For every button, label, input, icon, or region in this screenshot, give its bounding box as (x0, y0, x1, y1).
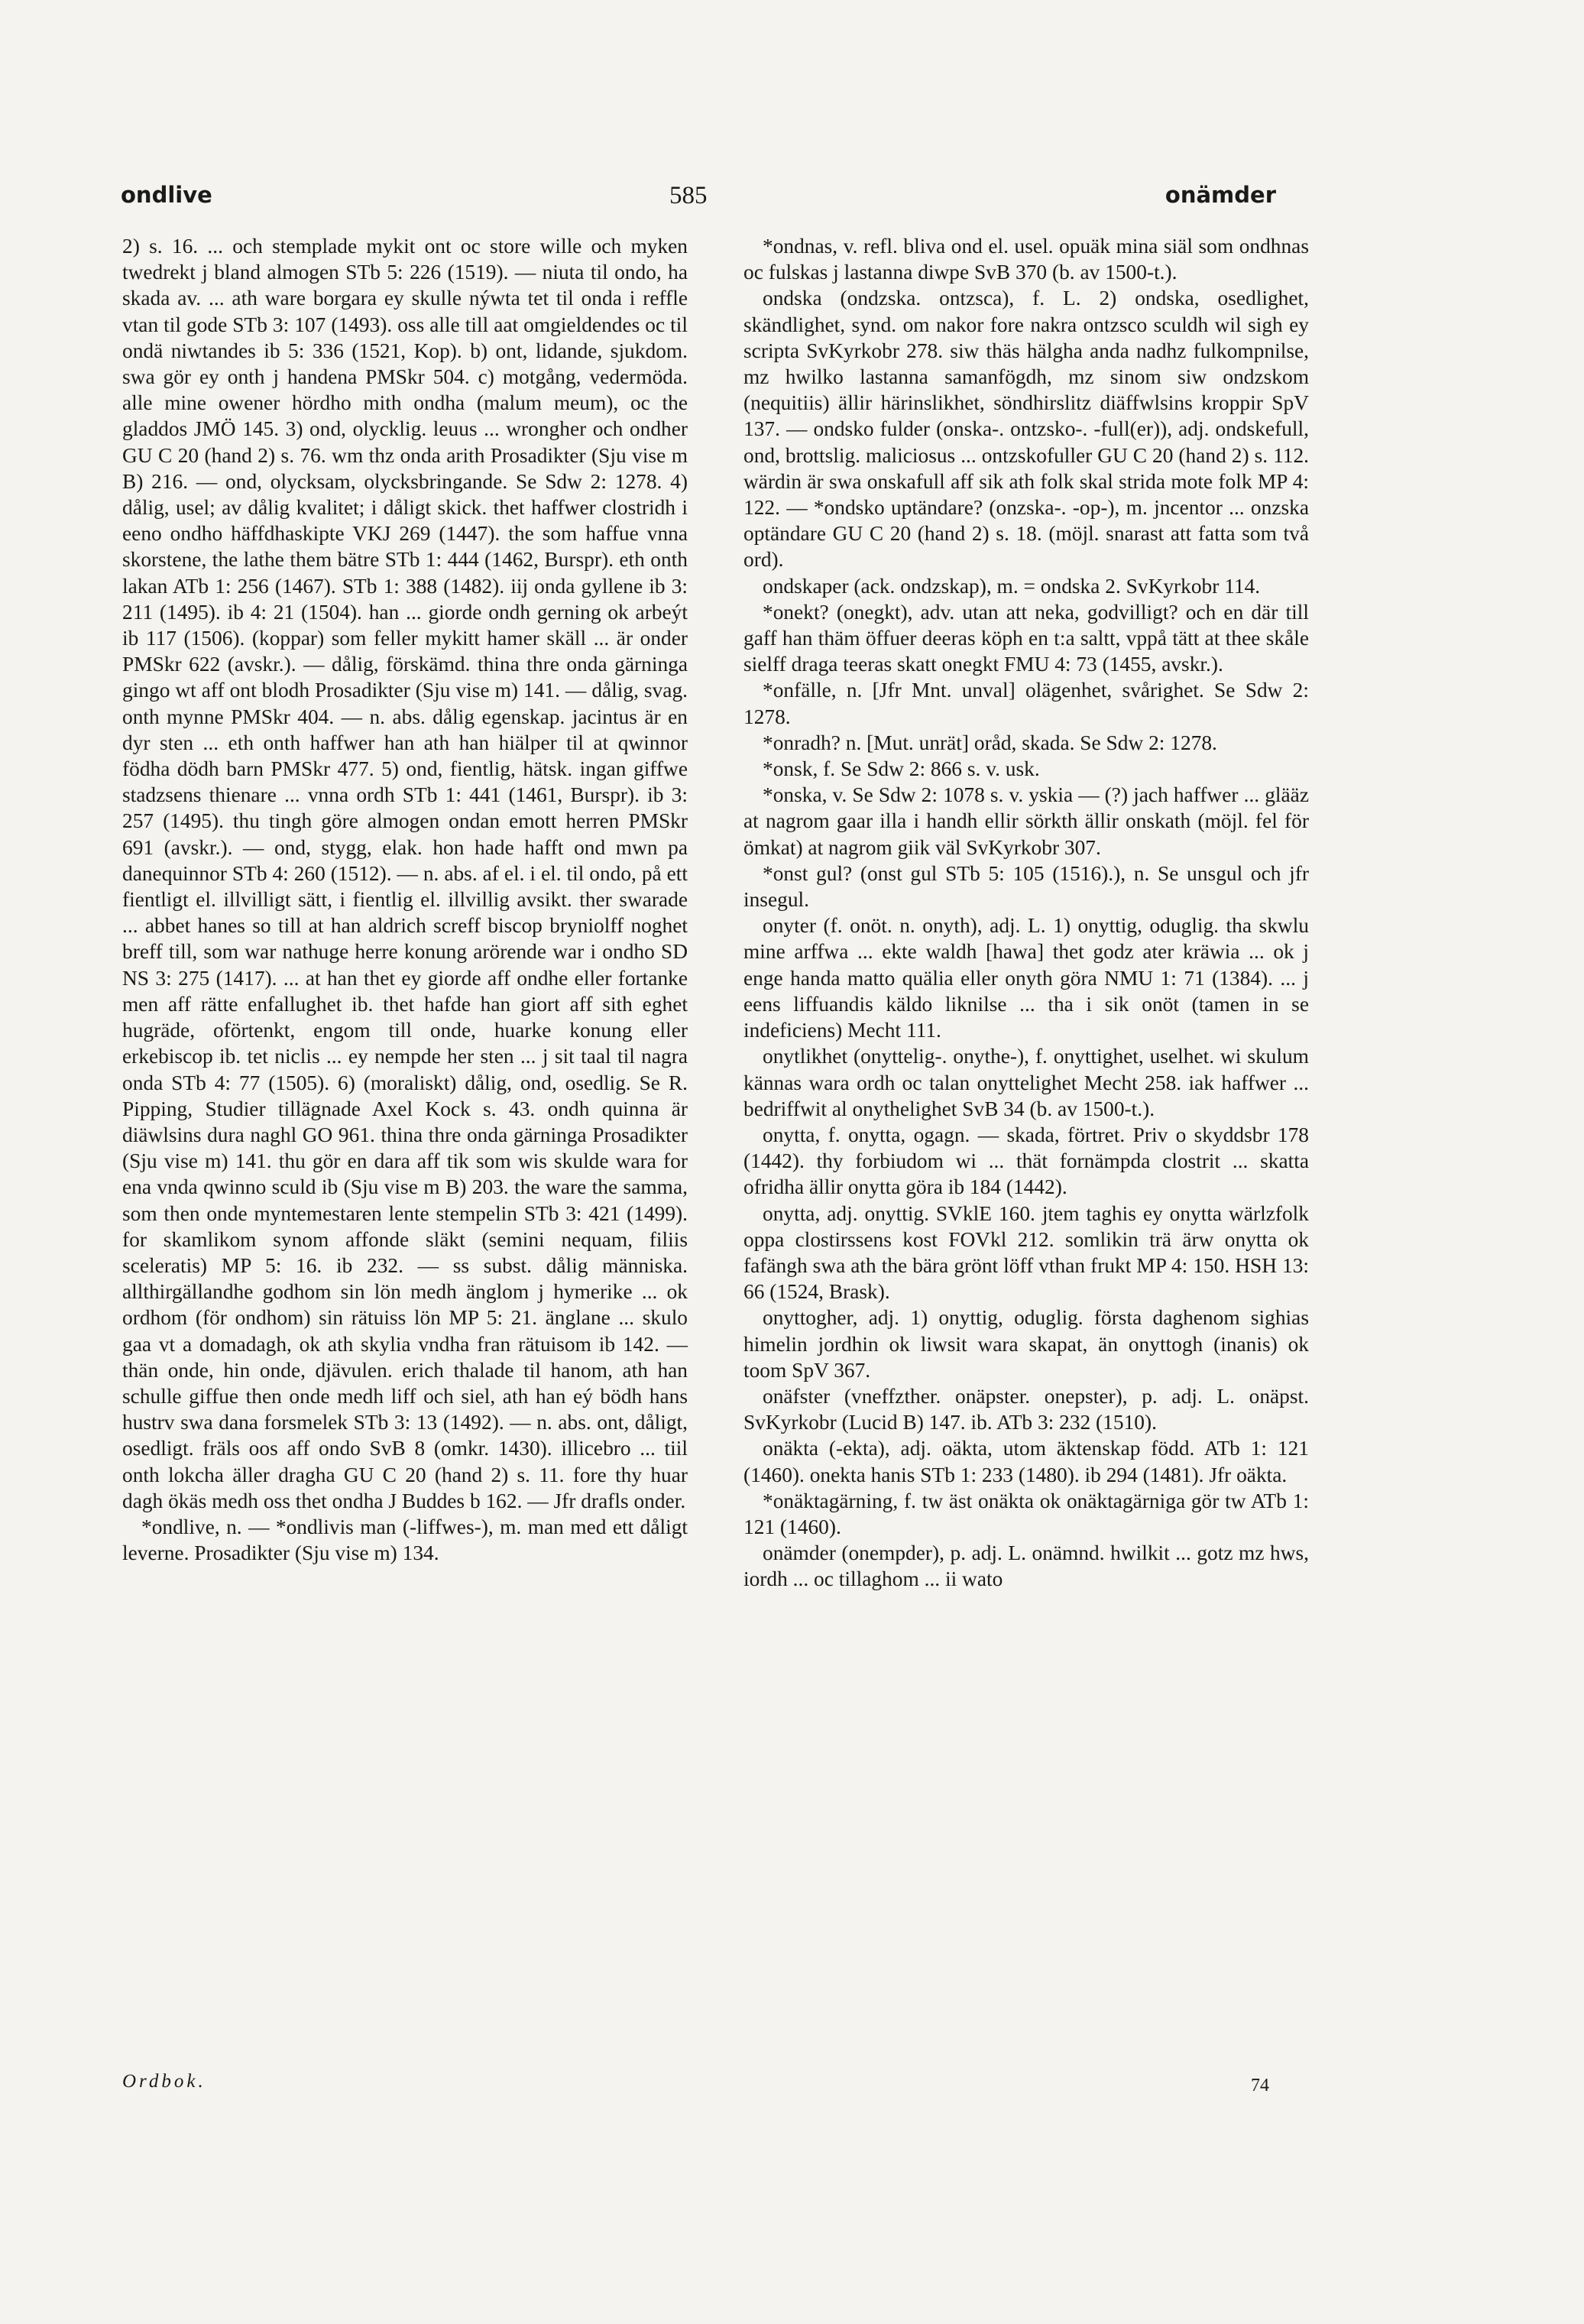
header-right-word: onämder (1165, 182, 1276, 208)
running-header (121, 182, 1276, 214)
dictionary-entry: ondska (ondzska. ontzsca), f. L. 2) ondska, osedlighet, skändlighet, synd. om nakor fore nakra ontzsco sculdh wil sigh ey scripta SvKyrkobr 278. siw thäs hälgha anda nadhz fulkompnilse, mz hwilko lastanna samanfögdh, mz sinom siw ondzskom (nequitiis) ällir härinslikhet, söndhirslitz diäffwlsins kroppir SpV 137. — ondsko fulder (onska-. ontzsko-. -full(er)), adj. ondskefull, ond, brottslig. maliciosus ... ontzskofuller GU C 20 (hand 2) s. 112. wärdin är swa onskafull aff sik ath folk skal strida mote folk MP 4: 122. — *ondsko uptändare? (onzska-. -op-), m. jncentor ... onzska optändare GU C 20 (hand 2) s. 18. (möjl. snarast att fatta som två ord). (743, 287, 1309, 572)
dictionary-entry: *onekt? (onegkt), adv. utan att neka, godvilligt? och en där till gaff han thäm öffuer deeras köph en t:a saltt, vppå tätt at thee skåle sielff draga teeras skatt onegkt FMU 4: 73 (1455, avskr.). (743, 600, 1309, 676)
footer-signature-number: 74 (1251, 2076, 1269, 2095)
dictionary-entry: onämder (onempder), p. adj. L. onämnd. hwilkit ... gotz mz hws, iordh ... oc tillaghom ... ii wato (743, 1541, 1309, 1591)
dictionary-entry: *onsk, f. Se Sdw 2: 866 s. v. usk. (763, 757, 1040, 781)
dictionary-entry: ondskaper (ack. ondzskap), m. = ondska 2. SvKyrkobr 114. (763, 574, 1261, 598)
dictionary-entry: onytta, f. onytta, ogagn. — skada, förtret. Priv o skyddsbr 178 (1442). thy forbiudom wi ... thät fornämpda clostrit ... skatta ofridha ällir onytta göra ib 184 (1442). (743, 1123, 1309, 1199)
right-column (743, 233, 1309, 1593)
dictionary-entry: *ondlive, n. — *ondlivis man (-liffwes-), m. man med ett dåligt leverne. Prosadikter (Sju vise m) 134. (122, 1515, 688, 1565)
left-column (122, 233, 688, 1566)
dictionary-entry: *onska, v. Se Sdw 2: 1078 s. v. yskia — (?) jach haffwer ... glääz at nagrom gaar illa i handh ellir sörkth ällir onskath (möjl. fel för ömkat) at nagrom giik väl SvKyrkobr 307. (743, 783, 1309, 859)
dictionary-entry: *onst gul? (onst gul STb 5: 105 (1516).), n. Se unsgul och jfr insegul. (743, 861, 1309, 912)
dictionary-entry: onytta, adj. onyttig. SVklE 160. jtem taghis ey onytta wärlzfolk oppa clostirssens kost FOVkl 212. somlikin trä ärw onytta ok fafängh swa ath the bära grönt löff vthan frukt MP 4: 150. HSH 13: 66 (1524, Brask). (743, 1201, 1309, 1304)
dictionary-entry: onyter (f. onöt. n. onyth), adj. L. 1) onyttig, oduglig. tha skwlu mine arffwa ... ekte waldh [hawa] thet godz ater kräwia ... ok j enge handa matto quälia eller onyth göra NMU 1: 71 (1384). ... j eens liffuandis käldo liknilse ... tha i sik onöt (tamen in se indeficiens) Mecht 111. (743, 914, 1309, 1042)
dictionary-entry: *onäktagärning, f. tw äst onäkta ok onäktagärniga gör tw ATb 1: 121 (1460). (743, 1489, 1309, 1538)
dictionary-entry: onäfster (vneffzther. onäpster. onepster), p. adj. L. onäpst. SvKyrkobr (Lucid B) 147. ib. ATb 3: 232 (1510). (743, 1384, 1309, 1434)
dictionary-entry: *onfälle, n. [Jfr Mnt. unval] olägenhet, svårighet. Se Sdw 2: 1278. (743, 679, 1309, 728)
footer-signature-left: Ordbok. (122, 2071, 206, 2092)
dictionary-entry: onytlikhet (onyttelig-. onythe-), f. onyttighet, uselhet. wi skulum kännas wara ordh oc talan onyttelighet Mecht 258. iak haffwer ... bedriffwit al onythelighet SvB 34 (b. av 1500-t.). (743, 1045, 1309, 1120)
dictionary-entry: onäkta (-ekta), adj. oäkta, utom äktenskap född. ATb 1: 121 (1460). onekta hanis STb 1: 233 (1480). ib 294 (1481). Jfr oäkta. (743, 1437, 1309, 1486)
dictionary-entry: 2) s. 16. ... och stemplade mykit ont oc store wille och myken twedrekt j bland almogen STb 5: 226 (1519). — niuta til ondo, ha skada av. ... ath ware borgara ey skulle nýwta tet til onda i reffle vtan til gode STb 3: 107 (1493). oss alle till aat omgieldendes oc til ondä niwtandes ib 5: 336 (1521, Kop). b) ont, lidande, sjukdom. swa gör ey onth j handena PMSkr 504. c) motgång, vedermöda. alle mine owener hördho mith ondha (malum meum), oc the gladdos JMÖ 145. 3) ond, olycklig. leuus ... wrongher och ondher GU C 20 (hand 2) s. 76. wm thz onda arith Prosadikter (Sju vise m B) 216. — ond, olycksam, olycksbringande. Se Sdw 2: 1278. 4) dålig, usel; av dålig kvalitet; i dåligt skick. thet haffwer clostridh i eeno ondho häffdhaskipte VKJ 269 (1447). the som haffue vnna skorstene, the lathe them bätre STb 1: 444 (1462, Burspr). eth onth lakan ATb 1: 256 (1467). STb 1: 388 (1482). iij onda gyllene ib 3: 211 (1495). ib 4: 21 (1504). han ... giorde ondh gerning ok arbeýt ib 117 (1506). (koppar) som feller mykitt hamer skäll ... är onder PMSkr 622 (avskr.). — dålig, förskämd. thina thre onda gärninga gingo wt aff ont blodh Prosadikter (Sju vise m) 141. — dålig, svag. onth mynne PMSkr 404. — n. abs. dålig egenskap. jacintus är en dyr sten ... eth onth haffwer han ath han hiälper til at qwinnor födha dödh barn PMSkr 477. 5) ond, fientlig, hätsk. ingan giffwe stadzsens thienare ... vnna ordh STb 1: 441 (1461, Burspr). ib 3: 257 (1495). thu tingh göre almogen ondan emott herren PMSkr 691 (avskr.). — ond, stygg, elak. hon hade hafft ond mwn pa danequinnor STb 4: 260 (1512). — n. abs. af el. i el. til ondo, på ett fientligt el. illvilligt sätt, i fientlig el. illvillig avsikt. ther swarade ... abbet hanes so till at han aldrich screff biscop bryniolff noghet breff till, som war nathuge herre konung arörende war i ondho SD NS 3: 275 (1417). ... at han thet ey giorde aff ondhe eller fortanke men aff rätte enfallughet ib. thet hafde han giort aff sith eghet hugräde, oförtenkt, engom till onde, huarke konung eller erkebiscop ib. tet niclis ... ey nempde her sten ... j sit taal til nagra onda STb 4: 77 (1505). 6) (moraliskt) dålig, ond, osedlig. Se R. Pipping, Studier tillägnade Axel Kock s. 43. ondh quinna är diäwlsins dura naghl GO 961. thina thre onda gärninga Prosadikter (Sju vise m) 141. thu gör en dara aff tik som wis skulde wara for ena vnda qwinno sculd ib (Sju vise m B) 203. the ware the samma, som then onde myntemestaren lente stempelin STb 3: 421 (1499). for skamlikom synom affonde släkt (semini nequam, filiis sceleratis) MP 5: 16. ib 232. — ss subst. dålig människa. allthirgällandhe godhom sin lön medh änglom j hymerike ... ok ordhom (för ondhom) sin rätuiss lön MP 5: 21. änglane ... skulo gaa vt a domadagh, ok ath skylia vndha fran rätuisom ib 142. — thän onde, hin onde, djävulen. erich thalade til hanom, ath han schulle giffue then onde medh liff och siel, ath han eý bödh hans hustrv swa dana forsmelek STb 3: 13 (1492). — n. abs. ont, dåligt, osedligt. fräls oos aff ondo SvB 8 (omkr. 1430). illicebro ... tiil onth lokcha äller dragha GU C 20 (hand 2) s. 11. fore thy huar dagh ökäs medh oss thet ondha J Buddes b 162. — Jfr drafls onder. (122, 235, 688, 1512)
header-left-word: ondlive (121, 182, 212, 208)
page-number: 585 (669, 182, 708, 209)
dictionary-entry: onyttogher, adj. 1) onyttig, oduglig. första daghenom sighias himelin jordhin ok liwsit wara skapat, än onyttogh (inanis) ok toom SpV 367. (743, 1306, 1309, 1382)
dictionary-entry: *onradh? n. [Mut. unrät] oråd, skada. Se Sdw 2: 1278. (763, 731, 1217, 754)
dictionary-entry: *ondnas, v. refl. bliva ond el. usel. opuäk mina siäl som ondhnas oc fulskas j lastanna diwpe SvB 370 (b. av 1500-t.). (743, 235, 1309, 284)
